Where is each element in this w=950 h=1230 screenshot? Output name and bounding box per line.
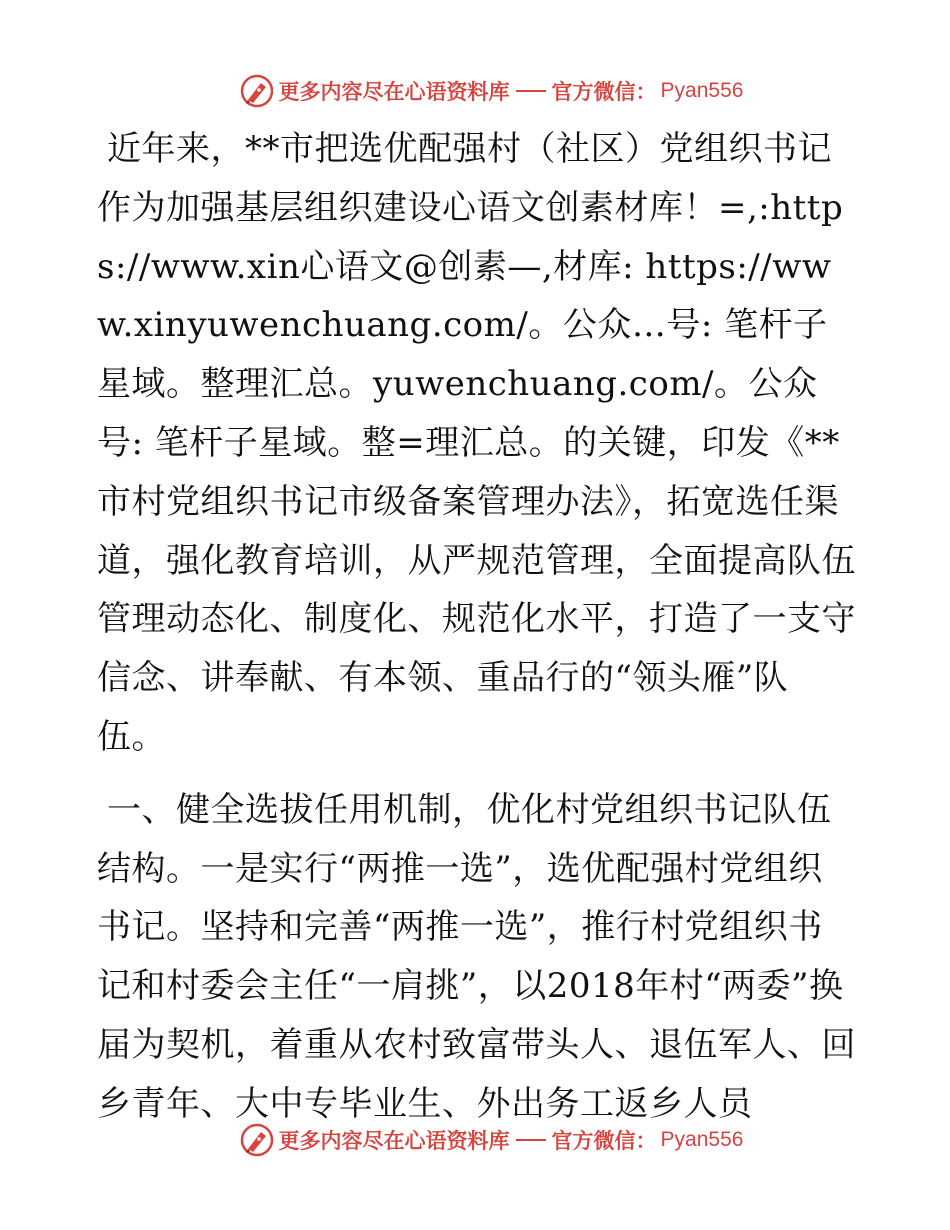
body-paragraph-2: 一、健全选拔任用机制，优化村党组织书记队伍结构。一是实行“两推一选”，选优配强村党组织书记。坚持和完善“两推一选”，推行村党组织书记和村委会主任“一肩挑”，以2018年村“两委”换届为契机，着重从农村致富带头人、退伍军人、回乡青年、大中专毕业生、外出务工返乡人员: [97, 789, 856, 1124]
header-banner-wechat-id: Pyan556: [660, 79, 744, 102]
document-body: [97, 120, 857, 1134]
header-banner-title: 更多内容尽在心语资料库: [278, 79, 510, 104]
pen-nib-logo-icon: [239, 1122, 275, 1158]
footer-banner-wechat-label: 官方微信：: [551, 1128, 657, 1153]
footer-banner-divider: [516, 1139, 546, 1141]
pen-nib-logo-icon: [239, 73, 275, 109]
header-banner: [0, 71, 950, 111]
footer-banner: [0, 1120, 950, 1160]
footer-banner-title: 更多内容尽在心语资料库: [278, 1128, 510, 1153]
footer-banner-content: [239, 1122, 744, 1158]
body-paragraph-1: 近年来，**市把选优配强村（社区）党组织书记作为加强基层组织建设心语文创素材库！=,:https://www.xin心语文@创素—,材库: https://www.xinyuwenchuang.com/。公众…号: 笔杆子星域。整理汇总。yuwenchuang.com/。公众号: 笔杆子星域。整=理汇总。的关键，印发《**市村党组织书记市级备案管理办法》，拓宽选任渠道，强化教育培训，从严规范管理，全面提高队伍管理动态化、制度化、规范化水平，打造了一支守信念、讲奉献、有本领、重品行的“领头雁”队伍。: [97, 129, 856, 757]
footer-banner-wechat-id: Pyan556: [660, 1128, 744, 1151]
header-banner-content: [239, 73, 744, 109]
header-banner-wechat-label: 官方微信：: [551, 79, 657, 104]
header-banner-divider: [516, 90, 546, 92]
